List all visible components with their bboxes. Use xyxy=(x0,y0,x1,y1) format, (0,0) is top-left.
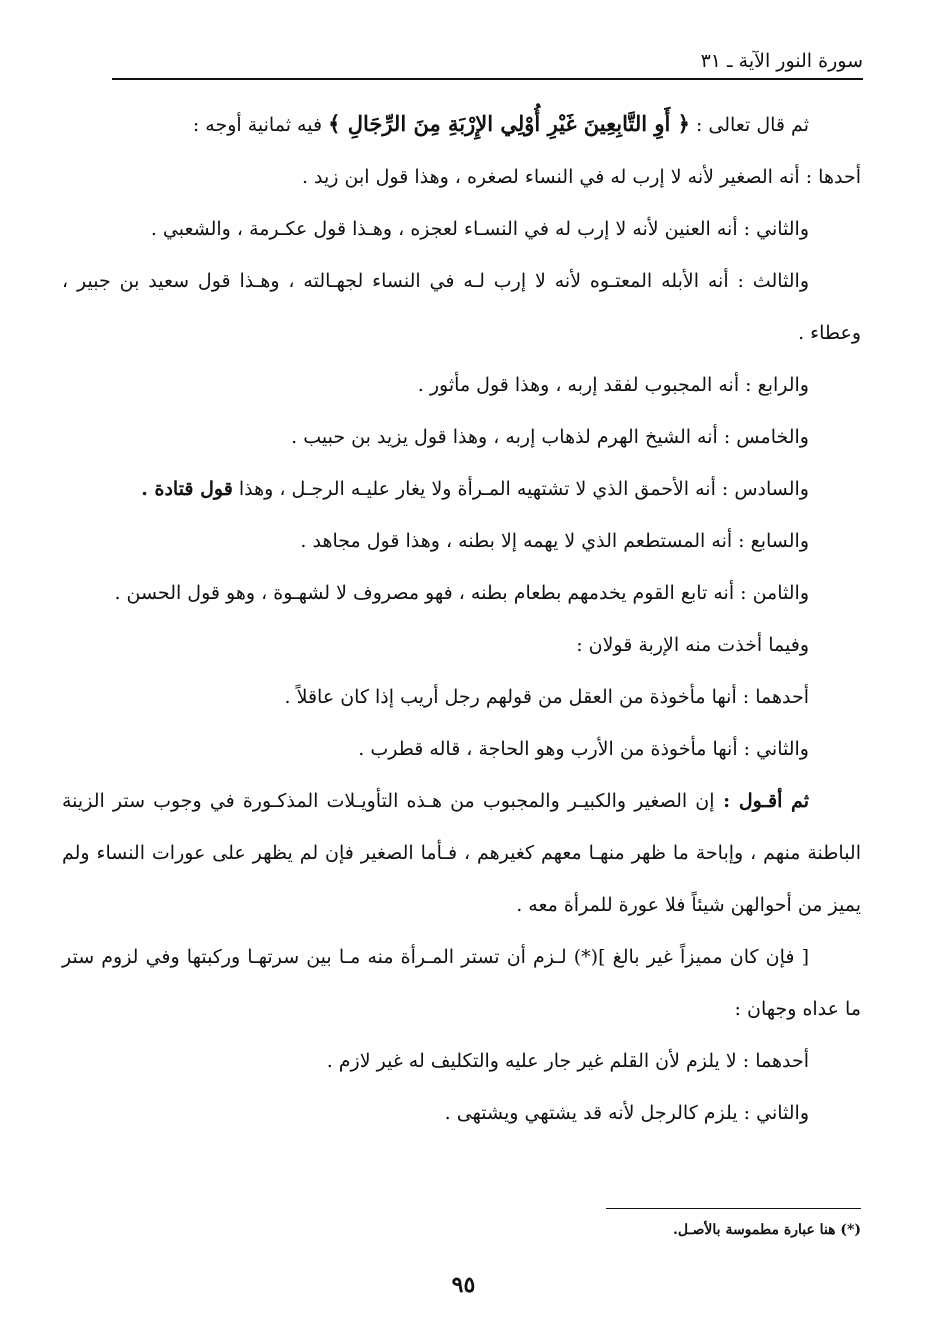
paragraph-discerning-child: [ فإن كان مميزاً غير بالغ ](*) لـزم أن تستر المـرأة منه مـا بين سرتهـا وركبتها وفي لزوم ستر ما عداه وجهان : xyxy=(62,946,861,1020)
header-rule xyxy=(112,78,863,80)
running-head: سورة النور الآية ـ ٣١ xyxy=(700,50,863,72)
sixth-view-attribution: قول قتادة . xyxy=(141,478,233,500)
paragraph-derivation-intro: وفيما أخذت منه الإربة قولان : xyxy=(576,634,809,656)
author-opinion-lead: ثم أقـول : xyxy=(714,790,809,812)
paragraph-intro xyxy=(62,98,861,151)
paragraph-fifth-view: والخامس : أنه الشيخ الهرم لذهاب إربه ، وهذا قول يزيد بن حبيب . xyxy=(291,426,809,448)
page-number: ٩٥ xyxy=(451,1272,476,1298)
paragraph-seventh-view: والسابع : أنه المستطعم الذي لا يهمه إلا بطنه ، وهذا قول مجاهد . xyxy=(300,530,809,552)
author-opinion-text: إن الصغير والكبيـر والمجبوب من هـذه التأويـلات المذكـورة في وجوب ستر الزينة الباطنة منهم ، وإباحة ما ظهر منهـا معهم كغيرهم ، فـأما الصغير فإن لم يظهر على عورات النساء ولم يميز من أحوالهن شيئاً فلا عورة للمرأة معه . xyxy=(62,790,861,916)
paragraph-sixth-view xyxy=(62,463,861,515)
sixth-view-text: والسادس : أنه الأحمق الذي لا تشتهيه المـرأة ولا يغار عليـه الرجـل ، وهذا xyxy=(232,478,809,500)
paragraph-first-view: أحدها : أنه الصغير لأنه لا إرب له في النساء لصغره ، وهذا قول ابن زيد . xyxy=(301,166,861,188)
paragraph-opinion-first: أحدهما : لا يلزم لأن القلم غير جار عليه والتكليف له غير لازم . xyxy=(326,1050,809,1072)
intro-lead: ثم قال تعالى : xyxy=(689,114,809,136)
paragraph-author-opinion xyxy=(62,775,861,931)
paragraph-derivation-first: أحدهما : أنها مأخوذة من العقل من قولهم رجل أريب إذا كان عاقلاً . xyxy=(284,686,809,708)
paragraph-fourth-view: والرابع : أنه المجبوب لفقد إربه ، وهذا قول مأثور . xyxy=(417,374,809,396)
footnote: (*) هنا عبارة مطموسة بالأصـل. xyxy=(672,1222,861,1238)
body-text xyxy=(62,98,861,1139)
paragraph-opinion-second: والثاني : يلزم كالرجل لأنه قد يشتهي ويشتهى . xyxy=(444,1102,809,1124)
intro-tail: فيه ثمانية أوجه : xyxy=(192,114,329,136)
footnote-rule xyxy=(606,1208,861,1209)
paragraph-eighth-view: والثامن : أنه تابع القوم يخدمهم بطعام بطنه ، فهو مصروف لا لشهـوة ، وهو قول الحسن . xyxy=(114,582,809,604)
paragraph-second-view: والثاني : أنه العنين لأنه لا إرب له في النسـاء لعجزه ، وهـذا قول عكـرمة ، والشعبي . xyxy=(150,218,809,240)
paragraph-derivation-second: والثاني : أنها مأخوذة من الأرب وهو الحاجة ، قاله قطرب . xyxy=(358,738,809,760)
paragraph-third-view: والثالث : أنه الأبله المعتـوه لأنه لا إرب لـه في النساء لجهـالته ، وهـذا قول سعيد بن جبير ، وعطاء . xyxy=(62,270,861,344)
quran-verse: ﴿ أَوِ التَّابِعِينَ غَيْرِ أُوْلِي الإِرْبَةِ مِنَ الرِّجَالِ ﴾ xyxy=(328,111,690,136)
